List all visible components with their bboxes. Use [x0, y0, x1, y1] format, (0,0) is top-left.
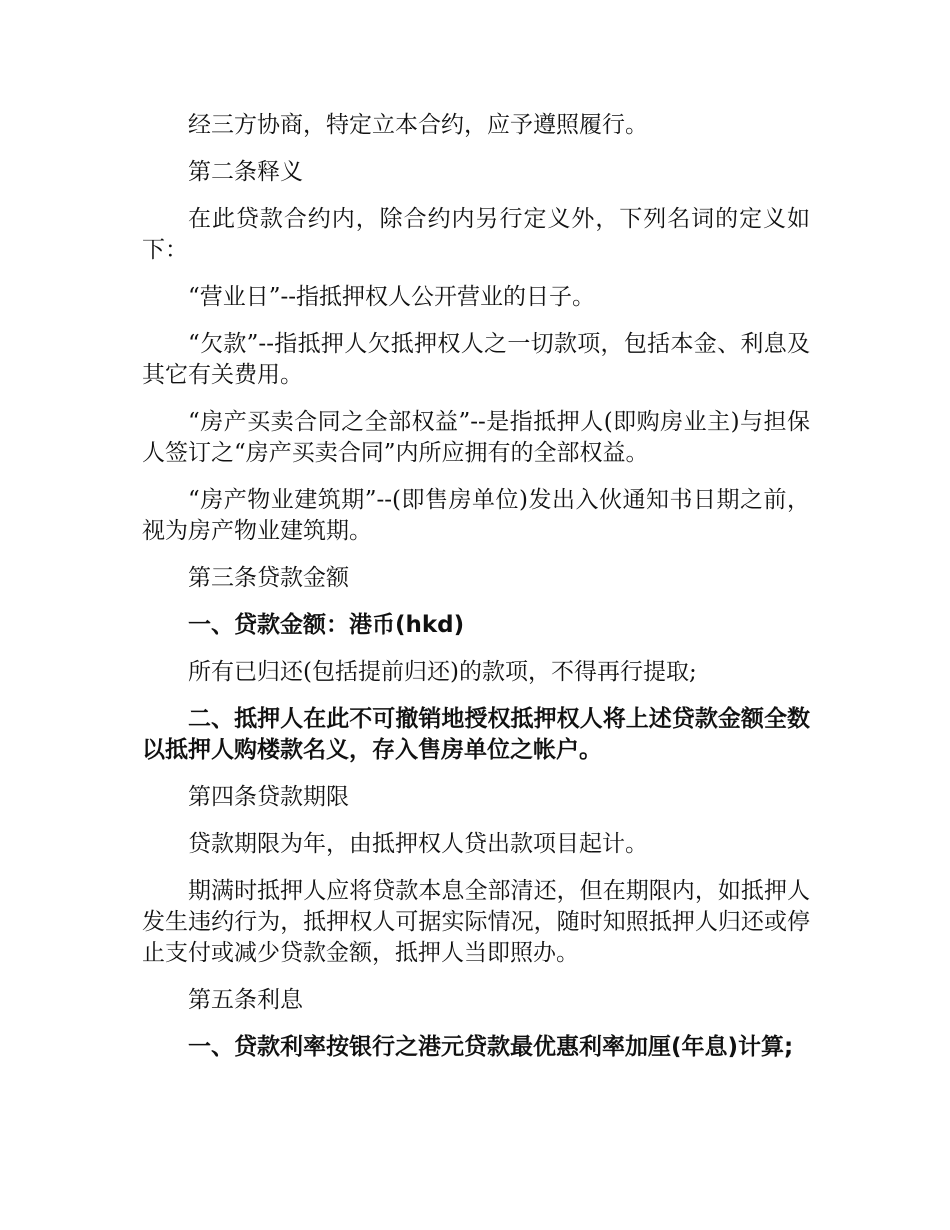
definition-paragraph: “欠款”--指抵押人欠抵押权人之一切款项，包括本金、利息及其它有关费用。	[142, 331, 810, 388]
section-heading: 第四条贷款期限	[188, 784, 349, 810]
bold-clause: 一、贷款利率按银行之港元贷款最优惠利率加厘(年息)计算;	[188, 1034, 794, 1060]
paragraph: 所有已归还(包括提前归还)的款项，不得再行提取;	[188, 659, 697, 685]
paragraph: 在此贷款合约内，除合约内另行定义外，下列名词的定义如下：	[142, 206, 810, 263]
paragraph: 贷款期限为年，由抵押权人贷出款项目起计。	[188, 831, 648, 857]
definition-paragraph: “房产买卖合同之全部权益”--是指抵押人(即购房业主)与担保人签订之“房产买卖合同”内所应拥有的全部权益。	[142, 409, 810, 466]
document-page	[142, 110, 810, 1079]
definition-paragraph: “房产物业建筑期”--(即售房单位)发出入伙通知书日期之前，视为房产物业建筑期。	[142, 487, 810, 544]
definition-paragraph: “营业日”--指抵押权人公开营业的日子。	[188, 284, 596, 310]
bold-clause: 一、贷款金额：港币(hkd)	[188, 612, 465, 638]
section-heading: 第二条释义	[188, 159, 303, 185]
paragraph: 期满时抵押人应将贷款本息全部清还，但在期限内，如抵押人发生违约行为，抵押权人可据实际情况，随时知照抵押人归还或停止支付或减少贷款金额，抵押人当即照办。	[142, 878, 810, 966]
bold-clause: 二、抵押人在此不可撤销地授权抵押权人将上述贷款金额全数以抵押人购楼款名义，存入售房单位之帐户。	[142, 706, 810, 763]
paragraph: 经三方协商，特定立本合约，应予遵照履行。	[188, 112, 648, 138]
section-heading: 第三条贷款金额	[188, 565, 349, 591]
section-heading: 第五条利息	[188, 987, 303, 1013]
